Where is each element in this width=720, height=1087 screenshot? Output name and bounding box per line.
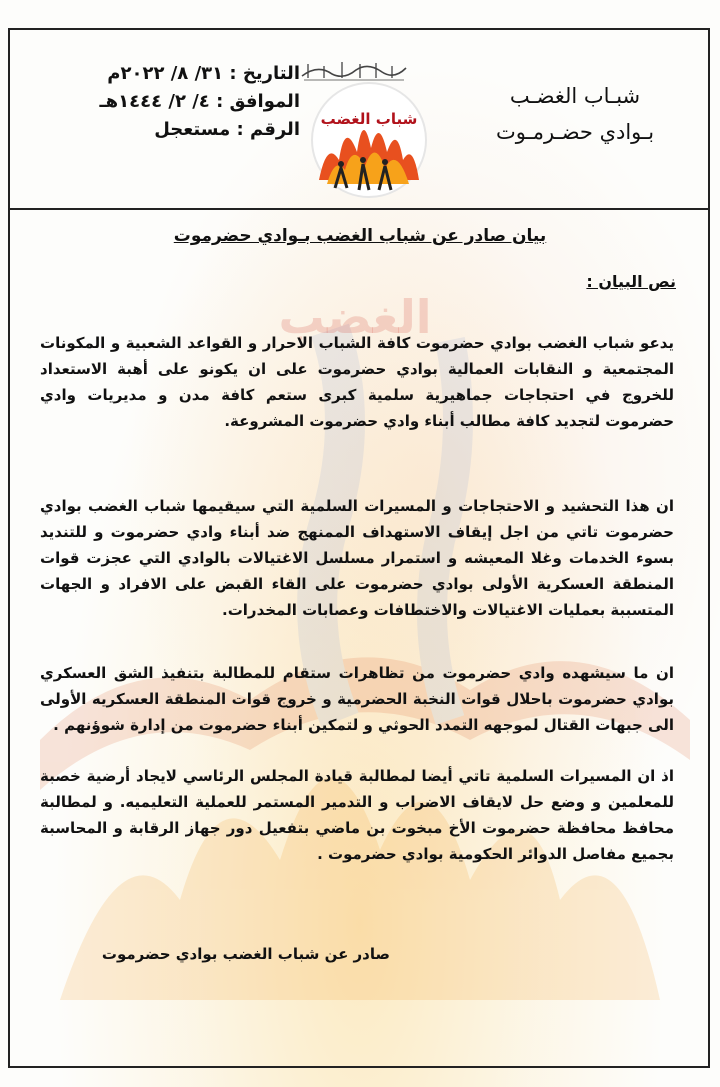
paragraph-4: اذ ان المسيرات السلمية تاتي أيضا لمطالبة قيادة المجلس الرئاسي لايجاد أرضية خصبة للمعلمين و وضع حل لايقاف الاضراب و التدمير المستمر للعملية التعليميه. و لمطالبة محافظ محافظة حضرموت الأخ مبخوت بن ماضي بتفعيل دور جهاز الرقابة و المحاسبة بجميع مفاصل الدوائر الحكومية بوادي حضرموت . <box>40 767 674 863</box>
logo-text: شباب الغضب <box>320 110 418 128</box>
organization-logo <box>305 80 433 200</box>
date-reference-block <box>40 60 300 144</box>
org-line-2: بـوادي حضـرمـوت <box>495 120 655 144</box>
issued-by-signature: صادر عن شباب الغضب بوادي حضرموت <box>101 945 390 963</box>
organization-name <box>480 78 670 150</box>
date-line: التاريخ : ٣١/ ٨/ ٢٠٢٢م <box>107 63 300 84</box>
header-divider <box>8 208 710 210</box>
org-line-1: شبـاب الغضـب <box>509 84 641 108</box>
hijri-date-line: الموافق : ٤/ ٢/ ١٤٤٤هـ <box>99 91 300 112</box>
document-title: بيان صادر عن شباب الغضب بـوادي حضرموت <box>173 226 547 246</box>
paragraph-2: ان هذا التحشيد و الاحتجاجات و المسيرات السلمية التي سيقيمها شباب الغضب بوادي حضرموت تاتي من اجل إيقاف الاستهداف الممنهج ضد أبناء وادي حضرموت و للتنديد بسوء الخدمات وغلا المعيشه و استمرار مسلسل الاغتيالات بالوادي التي عجزت قوات المنطقة العسكرية الأولى بوادي حضرموت على القاء القبض على الافراد و الجهات المتسببة بعمليات الاغتيالات والاختطافات وعصابات المخدرات. <box>40 497 674 619</box>
reference-line: الرقم : مستعجل <box>154 119 300 140</box>
watermark-text: الغضب <box>278 290 432 344</box>
paragraph-3: ان ما سيشهده وادي حضرموت من تظاهرات ستقام للمطالبة بتنفيذ الشق العسكري بوادي حضرموت باحلال قوات النخبة الحضرمية و خروج قوات المنطقة العسكريه الأولى الى جبهات القتال لموجهه التمدد الحوثي و لتمكين أبناء حضرموت من إدارة شوؤنهم . <box>40 664 674 734</box>
statement-label: نص البيان : <box>586 272 676 291</box>
paragraph-1: يدعو شباب الغضب بوادي حضرموت كافة الشباب الاحرار و القواعد الشعبية و المكونات المجتمعية و النقابات العمالية بوادي حضرموت على ان يكونو على أهبة الاستعداد للخروج في احتجاجات جماهيرية سلمية كبرى ستعم كافة مدن و مديريات وادي حضرموت لتجديد كافة مطالب أبناء وادي حضرموت المشروعة. <box>40 334 674 430</box>
